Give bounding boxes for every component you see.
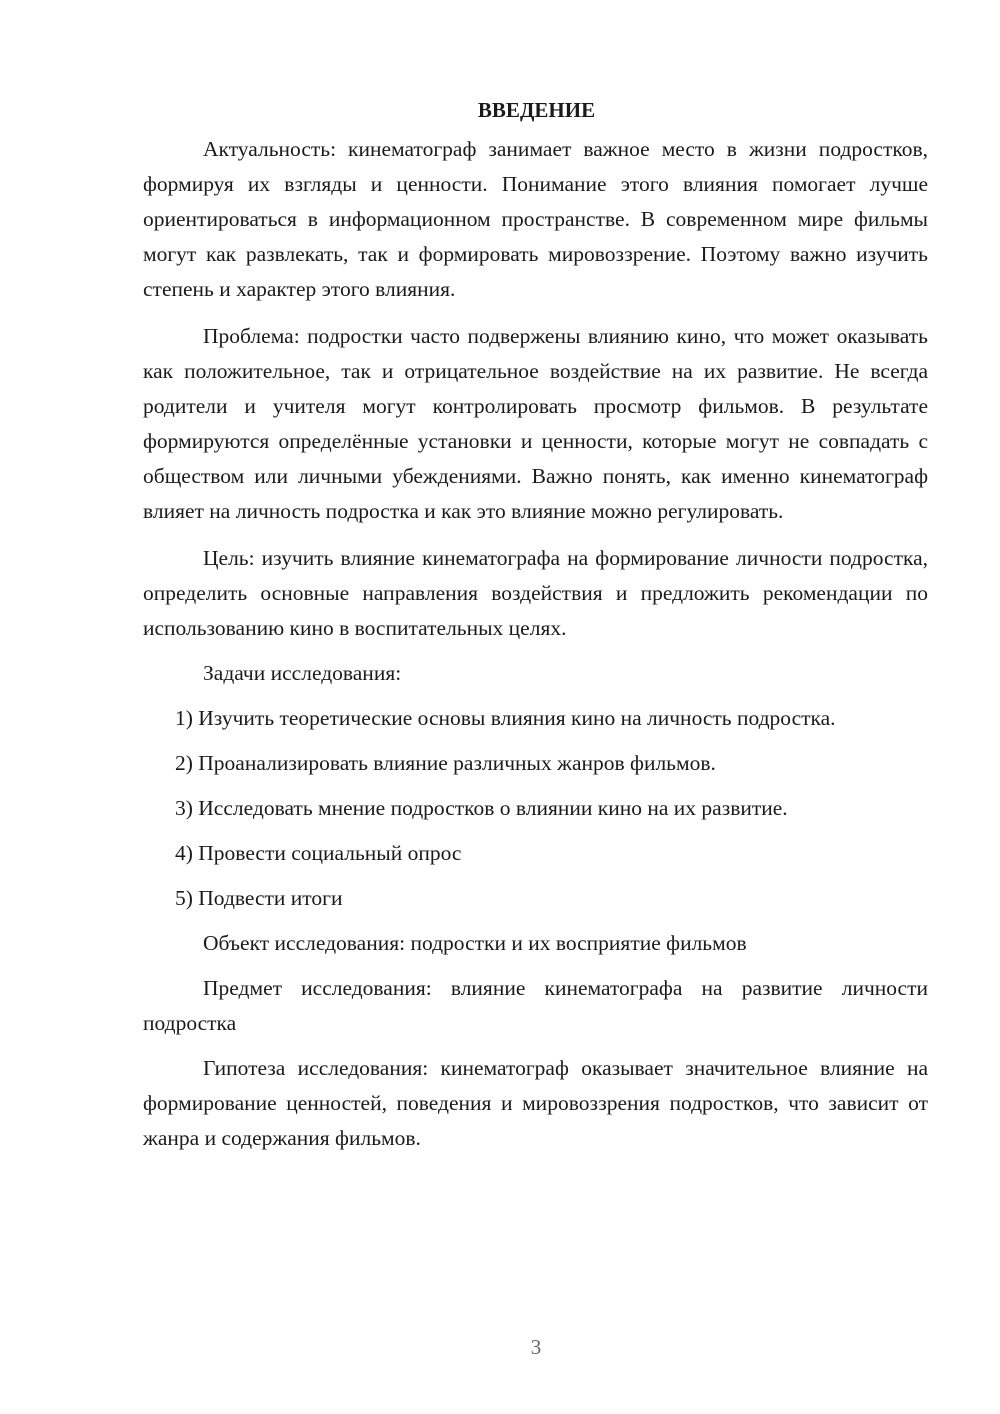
task-item-2: 2) Проанализировать влияние различных жанров фильмов. [175, 751, 716, 775]
relevance-paragraph: Актуальность: кинематограф занимает важное место в жизни подростков, формируя их взгляды и ценности. Понимание этого влияния помогает лучше ориентироваться в информационном пространстве. В современном мире фильмы могут как развлекать, так и формировать мировоззрение. Поэтому важно изучить степень и характер этого влияния. [143, 137, 928, 301]
tasks-heading: Задачи исследования: [203, 661, 402, 685]
task-item-1: 1) Изучить теоретические основы влияния кино на личность подростка. [175, 706, 836, 730]
goal-paragraph: Цель: изучить влияние кинематографа на формирование личности подростка, определить основные направления воздействия и предложить рекомендации по использованию кино в воспитательных целях. [143, 546, 928, 640]
task-item-3: 3) Исследовать мнение подростков о влиянии кино на их развитие. [175, 796, 788, 820]
page-title: ВВЕДЕНИЕ [477, 98, 596, 122]
problem-paragraph: Проблема: подростки часто подвержены влиянию кино, что может оказывать как положительное, так и отрицательное воздействие на их развитие. Не всегда родители и учителя могут контролировать просмотр фильмов. В результате формируются определённые установки и ценности, которые могут не совпадать с обществом или личными убеждениями. Важно понять, как именно кинематограф влияет на личность подростка и как это влияние можно регулировать. [143, 324, 928, 523]
subject-paragraph: Предмет исследования: влияние кинематографа на развитие личности подростка [143, 976, 928, 1035]
object-paragraph: Объект исследования: подростки и их восприятие фильмов [203, 931, 747, 955]
task-item-4: 4) Провести социальный опрос [175, 841, 462, 865]
page-number: 3 [530, 1335, 542, 1359]
hypothesis-paragraph: Гипотеза исследования: кинематограф оказывает значительное влияние на формирование ценностей, поведения и мировоззрения подростков, что зависит от жанра и содержания фильмов. [143, 1056, 928, 1150]
task-item-5: 5) Подвести итоги [175, 886, 343, 910]
page-content [143, 92, 928, 1156]
